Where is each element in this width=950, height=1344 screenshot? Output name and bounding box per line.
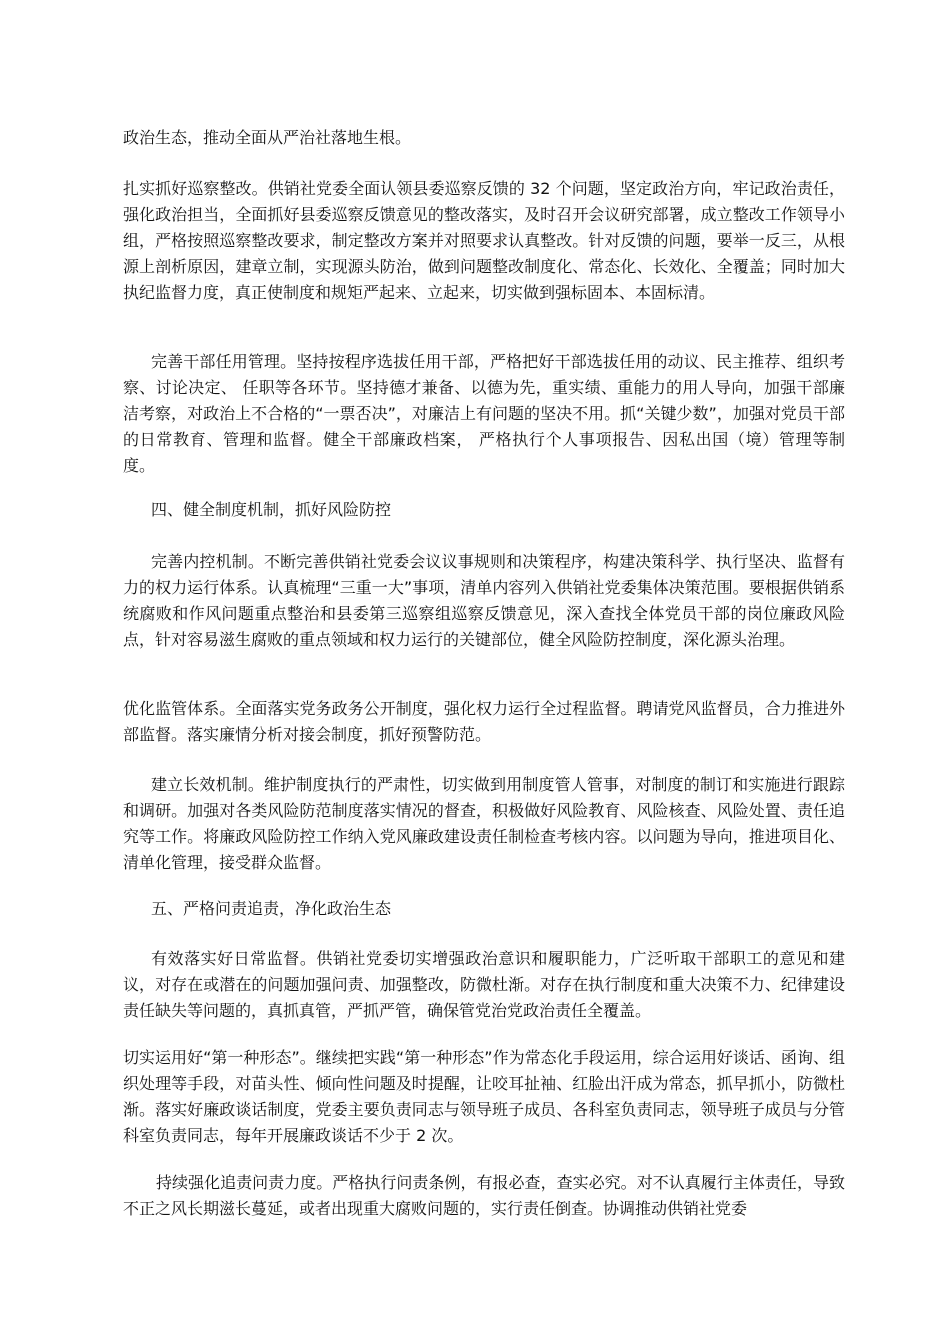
paragraph-internal-control: 完善内控机制。不断完善供销社党委会议议事规则和决策程序，构建决策科学、执行坚决、监督有力的权力运行体系。认真梳理“三重一大”事项，清单内容列入供销社党委集体决策范围。要根据供销系统腐败和作风问题重点整治和县委第三巡察组巡察反馈意见，深入查找全体党员干部的岗位廉政风险点，针对容易滋生腐败的重点领域和权力运行的关键部位，健全风险防控制度，深化源头治理。 (123, 552, 845, 649)
paragraph-daily-supervision: 有效落实好日常监督。供销社党委切实增强政治意识和履职能力，广泛听取干部职工的意见和建议，对存在或潜在的问题加强问责、加强整改，防微杜渐。对存在执行制度和重大决策不力、纪律建设责任缺失等问题的，真抓真管，严抓严管，确保管党治党政治责任全覆盖。 (123, 949, 845, 1020)
section-heading-four: 四、健全制度机制，抓好风险防控 (151, 500, 392, 519)
paragraph-long-term-mechanism: 建立长效机制。维护制度执行的严肃性，切实做到用制度管人管事，对制度的制订和实施进行跟踪和调研。加强对各类风险防范制度落实情况的督查，积极做好风险教育、风险核查、风险处置、责任追究等工作。将廉政风险防控工作纳入党风廉政建设责任制检查考核内容。以问题为导向，推进项目化、清单化管理，接受群众监督。 (123, 775, 845, 872)
paragraph-continuation: 政治生态，推动全面从严治社落地生根。 (123, 128, 412, 147)
section-heading-five: 五、严格问责追责，净化政治生态 (151, 899, 392, 918)
paragraph-first-form: 切实运用好“第一种形态”。继续把实践“第一种形态”作为常态化手段运用，综合运用好谈话、函询、组织处理等手段，对苗头性、倾向性问题及时提醒，让咬耳扯袖、红脸出汗成为常态，抓早抓小，防微杜渐。落实好廉政谈话制度，党委主要负责同志与领导班子成员、各科室负责同志，领导班子成员与分管科室负责同志，每年开展廉政谈话不少于 2 次。 (123, 1048, 845, 1145)
paragraph-inspection-rectification: 扎实抓好巡察整改。供销社党委全面认领县委巡察反馈的 32 个问题，坚定政治方向，牢记政治责任，强化政治担当，全面抓好县委巡察反馈意见的整改落实，及时召开会议研究部署，成立整改工作领导小组，严格按照巡察整改要求，制定整改方案并对照要求认真整改。针对反馈的问题，要举一反三，从根源上剖析原因，建章立制，实现源头防治，做到问题整改制度化、常态化、长效化、全覆盖；同时加大执纪监督力度，真正使制度和规矩严起来、立起来，切实做到强标固本、本固标清。 (123, 179, 845, 302)
paragraph-supervision-system: 优化监管体系。全面落实党务政务公开制度，强化权力运行全过程监督。聘请党风监督员，合力推进外部监督。落实廉情分析对接会制度，抓好预警防范。 (123, 699, 845, 744)
paragraph-cadre-appointment: 完善干部任用管理。坚持按程序选拔任用干部，严格把好干部选拔任用的动议、民主推荐、组织考察、讨论决定、 任职等各环节。坚持德才兼备、以德为先，重实绩、重能力的用人导向，加强干部廉洁考察，对政治上不合格的“一票否决”，对廉洁上有问题的坚决不用。抓“关键少数”，加强对党员干部的日常教育、管理和监督。健全干部廉政档案， 严格执行个人事项报告、因私出国（境）管理等制度。 (123, 352, 845, 475)
paragraph-accountability: 持续强化追责问责力度。严格执行问责条例，有报必查，查实必究。对不认真履行主体责任，导致不正之风长期滋长蔓延，或者出现重大腐败问题的，实行责任倒查。协调推动供销社党委 (123, 1173, 845, 1218)
